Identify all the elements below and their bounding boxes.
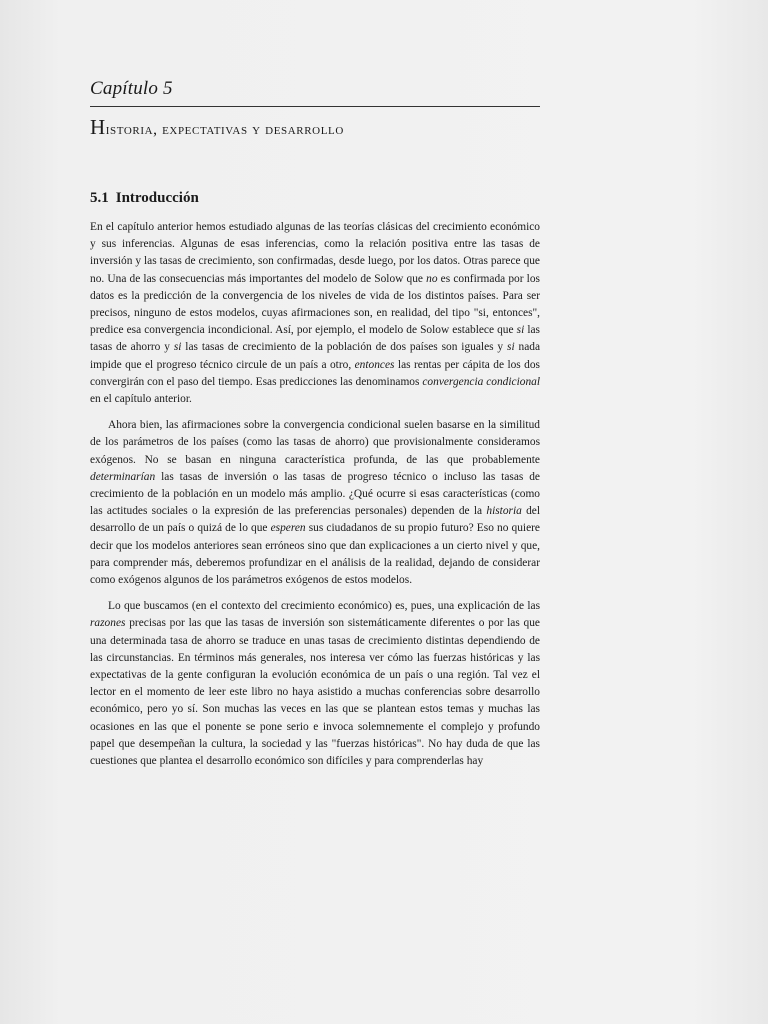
- paragraph-1: [90, 219, 540, 408]
- text-run: Lo que buscamos (en el contexto del crecimiento económico) es, pues, una explicación de las: [108, 600, 540, 613]
- paragraph-3: [90, 598, 540, 770]
- text-run: las rentas per cápita de los dos convergirán con el paso del tiempo. Esas predicciones las denominamos: [90, 358, 540, 388]
- section-title: Introducción: [115, 190, 199, 206]
- italic-run: entonces: [354, 358, 395, 371]
- text-run: precisas por las que las tasas de inversión son sistemáticamente diferentes o por las que una determinada tasa de ahorro se traduce en unas tasas de crecimiento distintas dependiendo de las circunstancias. En términos más generales, nos interesa ver cómo las fuerzas históricas y las expectativas de la gente configuran la evolución económica de un país o una región. Tal vez el lector en el momento de leer este libro no haya asistido a muchas conferencias sobre desarrollo económico, pero yo sí. Son muchas las veces en las que se plantean estos temas y muchas las ocasiones en las que el ponente se pone serio e invoca solemnemente el complejo y profundo papel que desempeñan la cultura, la sociedad y las "fuerzas históricas". No hay duda de que las cuestiones que plantea el desarrollo económico son difíciles y para comprenderlas hay: [90, 617, 540, 768]
- italic-run: determinarían: [90, 470, 156, 483]
- text-run: en el capítulo anterior.: [90, 393, 192, 406]
- text-run: del desarrollo de un país o quizá de lo que: [90, 505, 541, 535]
- chapter-title: [90, 115, 344, 140]
- chapter-rule: [90, 106, 540, 107]
- text-run: las tasas de crecimiento de la población de dos países son iguales y: [181, 341, 508, 354]
- italic-run: esperen: [270, 522, 306, 535]
- paragraph-2: [90, 417, 540, 589]
- text-run: En el capítulo anterior hemos estudiado algunas de las teorías clásicas del crecimiento económico y sus inferencias. Algunas de esas inferencias, como la relación positiva entre las tasas de inversión y las tasas de crecimiento, son confirmadas, desde luego, por los datos. Otras parece que no. Una de las consecuencias más importantes del modelo de Solow que: [90, 221, 540, 285]
- body-text: [90, 219, 540, 779]
- section-number: 5.1: [90, 190, 109, 206]
- italic-run: razones: [90, 617, 126, 630]
- text-run: Ahora bien, las afirmaciones sobre la convergencia condicional suelen basarse en la similitud de los parámetros de los países (como las tasas de ahorro) que provisionalmente consideramos exógenos. No se basan en ninguna característica profunda, de las que probablemente: [90, 419, 540, 466]
- text-run: sus ciudadanos de su propio futuro? Eso no quiere decir que los modelos anteriores sean erróneos sino que dan explicaciones a un cierto nivel y que, para comprender más, deberemos profundizar en el análisis de la realidad, dejando de considerar como exógenos algunos de los parámetros exógenos de estos modelos.: [90, 522, 540, 587]
- text-run: las tasas de inversión o las tasas de progreso técnico o incluso las tasas de crecimiento de la población en un modelo más amplio. ¿Qué ocurre si esas características (como las actitudes sociales o la expresión de las preferencias personales) dependen de la: [90, 470, 540, 518]
- section-heading: [90, 190, 199, 207]
- chapter-label: Capítulo 5: [90, 78, 173, 99]
- italic-run: historia: [486, 505, 522, 518]
- italic-run: convergencia condicional: [422, 375, 541, 388]
- italic-run: si: [507, 341, 515, 354]
- chapter-title-rest: istoria, expectativas y desarrollo: [105, 121, 344, 138]
- text-run: nada impide que el progreso técnico circule de un país a otro,: [90, 341, 540, 371]
- italic-run: si: [173, 341, 182, 354]
- italic-run: no: [426, 272, 438, 285]
- italic-run: si: [516, 324, 525, 337]
- text-run: las tasas de ahorro y: [90, 324, 540, 354]
- text-run: es confirmada por los datos es la predicción de la convergencia de los niveles de vida de los distintos países. Para ser precisos, ninguno de estos modelos, cuyas afirmaciones son, en realidad, del tipo "si, entonces", predice esa convergencia incondicional. Así, por ejemplo, el modelo de Solow establece que: [90, 272, 540, 337]
- chapter-title-initial: H: [90, 115, 106, 139]
